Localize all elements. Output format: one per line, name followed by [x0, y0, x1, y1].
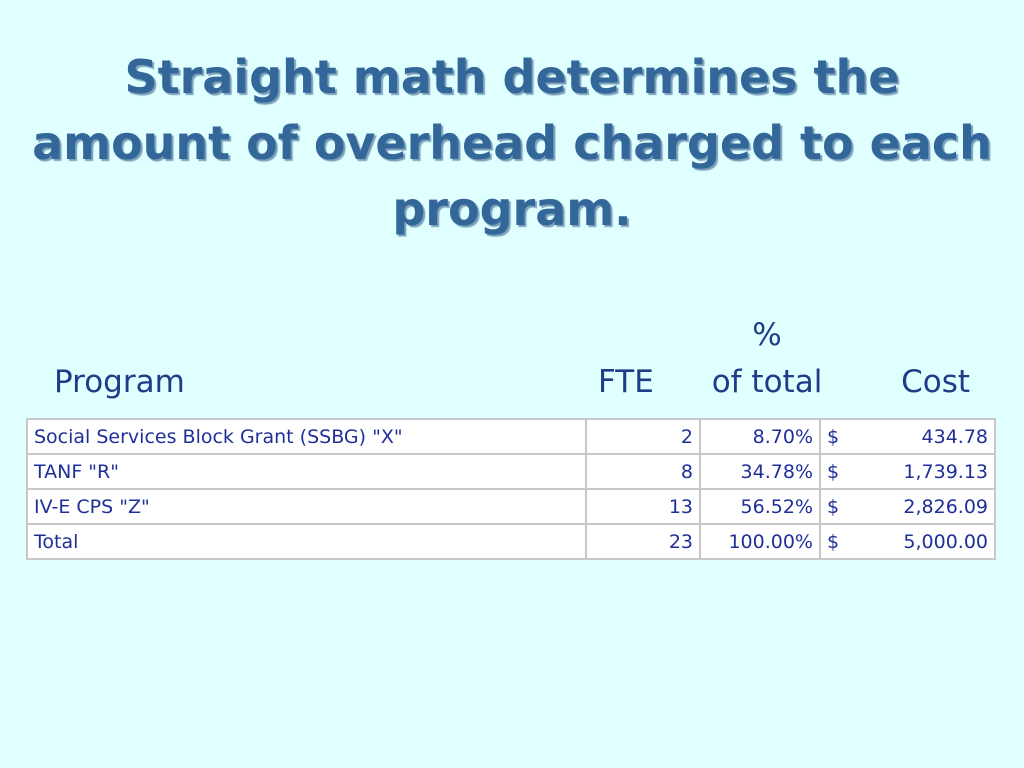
- table-row-total: [27, 524, 995, 559]
- cost-cell: [820, 454, 995, 489]
- fte-column-header: FTE: [598, 364, 654, 400]
- slide-title: Straight math determines the amount of overhead charged to each program.: [32, 50, 992, 236]
- program-cell: IV-E CPS "Z": [27, 489, 586, 524]
- fte-cell: 23: [586, 524, 700, 559]
- program-cell: TANF "R": [27, 454, 586, 489]
- percent-of-total-header: of total: [711, 364, 823, 400]
- fte-cell: 13: [586, 489, 700, 524]
- cost-column-header: Cost: [901, 364, 970, 400]
- percent-cell: 100.00%: [700, 524, 820, 559]
- percent-symbol-header: %: [752, 317, 782, 353]
- table-row: [27, 454, 995, 489]
- program-column-header: Program: [54, 364, 185, 400]
- currency-symbol: $: [827, 530, 840, 553]
- table-row: [27, 419, 995, 454]
- cost-amount: 2,826.09: [903, 495, 988, 518]
- cost-amount: 5,000.00: [903, 530, 988, 553]
- percent-cell: 56.52%: [700, 489, 820, 524]
- percent-cell: 8.70%: [700, 419, 820, 454]
- cost-amount: 1,739.13: [903, 460, 988, 483]
- program-cell: Social Services Block Grant (SSBG) "X": [27, 419, 586, 454]
- percent-cell: 34.78%: [700, 454, 820, 489]
- cost-cell: [820, 489, 995, 524]
- currency-symbol: $: [827, 495, 840, 518]
- overhead-table: [26, 418, 996, 560]
- fte-cell: 8: [586, 454, 700, 489]
- table-row: [27, 489, 995, 524]
- cost-cell: [820, 419, 995, 454]
- currency-symbol: $: [827, 460, 840, 483]
- fte-cell: 2: [586, 419, 700, 454]
- currency-symbol: $: [827, 425, 840, 448]
- cost-cell: [820, 524, 995, 559]
- cost-amount: 434.78: [921, 425, 988, 448]
- program-cell: Total: [27, 524, 586, 559]
